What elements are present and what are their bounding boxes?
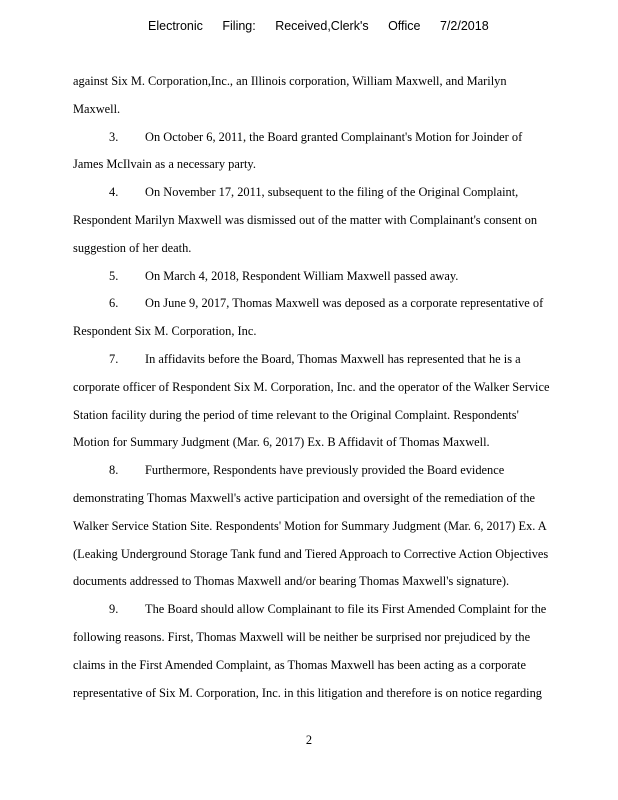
line-text: (Leaking Underground Storage Tank fund and Tiered Approach to Corrective Action Objectives: [73, 546, 549, 561]
line-text: following reasons. First, Thomas Maxwell will be neither be surprised nor prejudiced by the: [73, 629, 531, 644]
paragraph-number: 6.: [109, 296, 119, 311]
line-text: Respondent Marilyn Maxwell was dismissed out of the matter with Complainant's consent on: [73, 212, 538, 227]
header-filing: Filing:: [222, 19, 256, 33]
line-text: On March 4, 2018, Respondent William Maxwell passed away.: [145, 268, 459, 283]
text-line: [73, 485, 593, 513]
paragraph-number: 7.: [109, 351, 119, 366]
line-text: Station facility during the period of time relevant to the Original Complaint. Respondents': [73, 407, 519, 422]
paragraph-number: 5.: [109, 268, 119, 283]
paragraph-number: 8.: [109, 463, 119, 478]
text-line: [73, 541, 593, 569]
header-electronic: Electronic: [148, 19, 203, 33]
text-line: [73, 624, 593, 652]
paragraph-number: 9.: [109, 602, 119, 617]
line-text: On October 6, 2011, the Board granted Complainant's Motion for Joinder of: [145, 129, 523, 144]
line-text: representative of Six M. Corporation, Inc. in this litigation and therefore is on notice regarding: [73, 685, 542, 700]
line-text: The Board should allow Complainant to file its First Amended Complaint for the: [145, 602, 547, 617]
paragraph-first-line: [73, 596, 593, 624]
text-line: [73, 68, 593, 96]
filing-header: [148, 19, 505, 33]
text-line: [73, 151, 593, 179]
line-text: Furthermore, Respondents have previously provided the Board evidence: [145, 463, 505, 478]
text-line: [73, 652, 593, 680]
text-line: [73, 96, 593, 124]
line-text: Maxwell.: [73, 101, 121, 116]
line-text: against Six M. Corporation,Inc., an Illinois corporation, William Maxwell, and Marilyn: [73, 74, 507, 88]
document-body: [73, 68, 593, 707]
header-date: 7/2/2018: [439, 19, 489, 33]
line-text: On November 17, 2011, subsequent to the filing of the Original Complaint,: [145, 185, 519, 200]
paragraph-first-line: [73, 263, 593, 291]
text-line: [73, 429, 593, 457]
paragraph-number: 3.: [109, 129, 119, 144]
text-line: [73, 513, 593, 541]
line-text: demonstrating Thomas Maxwell's active participation and oversight of the remediation of the: [73, 490, 536, 505]
paragraph-first-line: [73, 346, 593, 374]
header-office: Office: [388, 19, 421, 33]
header-received: Received,Clerk's: [275, 19, 369, 33]
text-line: [73, 318, 593, 346]
paragraph-first-line: [73, 124, 593, 152]
line-text: On June 9, 2017, Thomas Maxwell was deposed as a corporate representative of: [145, 296, 544, 311]
line-text: corporate officer of Respondent Six M. Corporation, Inc. and the operator of the Walker Service: [73, 379, 550, 394]
line-text: Motion for Summary Judgment (Mar. 6, 2017) Ex. B Affidavit of Thomas Maxwell.: [73, 435, 490, 450]
text-line: [73, 568, 593, 596]
paragraph-first-line: [73, 290, 593, 318]
line-text: Walker Service Station Site. Respondents' Motion for Summary Judgment (Mar. 6, 2017) Ex. A: [73, 518, 547, 533]
text-line: [73, 402, 593, 430]
text-line: [73, 235, 593, 263]
line-text: Respondent Six M. Corporation, Inc.: [73, 324, 257, 339]
text-line: [73, 207, 593, 235]
line-text: suggestion of her death.: [73, 240, 192, 255]
text-line: [73, 680, 593, 708]
paragraph-first-line: [73, 179, 593, 207]
line-text: claims in the First Amended Complaint, as Thomas Maxwell has been acting as a corporate: [73, 657, 526, 672]
text-line: [73, 374, 593, 402]
page-number: 2: [305, 733, 313, 747]
line-text: documents addressed to Thomas Maxwell and/or bearing Thomas Maxwell's signature).: [73, 574, 510, 589]
line-text: James McIlvain as a necessary party.: [73, 157, 256, 172]
paragraph-number: 4.: [109, 185, 119, 200]
line-text: In affidavits before the Board, Thomas Maxwell has represented that he is a: [145, 351, 521, 366]
paragraph-first-line: [73, 457, 593, 485]
